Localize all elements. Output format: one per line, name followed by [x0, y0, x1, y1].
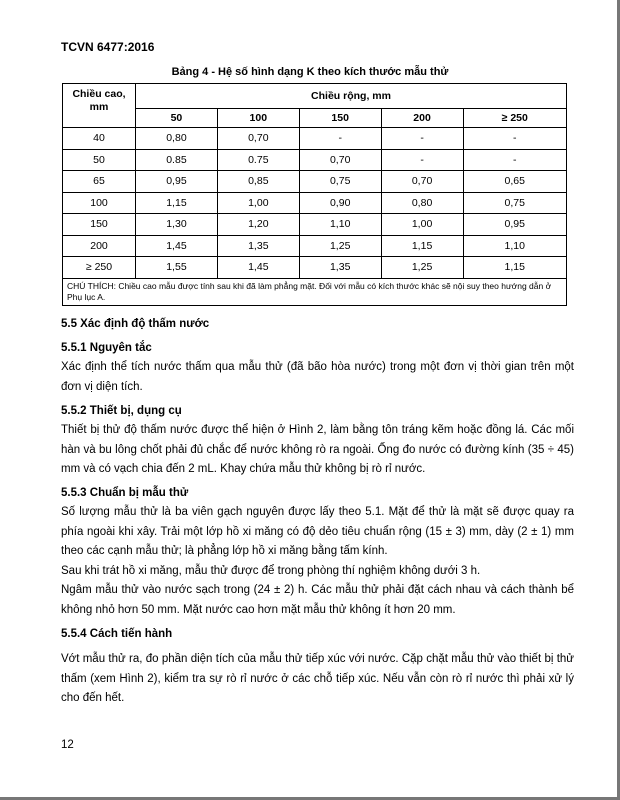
value-cell: 1,00	[381, 214, 463, 236]
section-5-5-1-text: Xác định thể tích nước thấm qua mẫu thử (đã bão hòa nước) trong một đơn vị thời gian trên một đơn vị diện tích.	[61, 361, 574, 393]
table-row	[63, 192, 567, 214]
value-cell: 0,95	[136, 171, 218, 193]
value-cell: 0,75	[299, 171, 381, 193]
value-cell: 1,30	[136, 214, 218, 236]
section-5-5-1-title: 5.5.1 Nguyên tắc	[61, 342, 152, 354]
section-5-5-2-text: Thiết bị thử độ thấm nước được thể hiện ở Hình 2, làm bằng tôn tráng kẽm hoặc đồng lá. Các mối hàn và bu lông chốt phải đủ chắc để nước không rò ra ngoài. Ống đo nước có đường kính (35 ÷ 45) mm và có vạch chia đến 2 mL. Khay chứa mẫu thử không bị rò rỉ nước.	[61, 424, 574, 475]
row-height-cell: 200	[63, 235, 136, 257]
value-cell: -	[381, 128, 463, 150]
value-cell: 1,45	[136, 235, 218, 257]
value-cell: 0,95	[463, 214, 567, 236]
col-header: 50	[136, 109, 218, 128]
value-cell: 1,35	[299, 257, 381, 279]
col-header: 100	[217, 109, 299, 128]
section-5-5-2-title: 5.5.2 Thiết bị, dụng cụ	[61, 405, 182, 417]
table-row	[63, 214, 567, 236]
value-cell: 1,35	[217, 235, 299, 257]
table-title: Bảng 4 - Hệ số hình dạng K theo kích thước mẫu thử	[171, 66, 449, 78]
section-5-5-3-text-1: Số lượng mẫu thử là ba viên gạch nguyên được lấy theo 5.1. Mặt để thử là mặt sẽ được quay ra phía ngoài khi xây. Trải một lớp hồ xi măng có độ dẻo tiêu chuẩn rộng (15 ± 3) mm, dày (2 ± 1) mm theo các cạnh mẫu thử; là phẳng lớp hồ xi măng bằng tấm kính.	[61, 506, 574, 557]
section-5-5-3-text-2: Sau khi trát hồ xi măng, mẫu thử được để trong phòng thí nghiệm không dưới 3 h.	[61, 565, 481, 577]
standard-code: TCVN 6477:2016	[61, 40, 155, 54]
table-note: CHÚ THÍCH: Chiều cao mẫu được tính sau khi đã làm phẳng mặt. Đối với mẫu có kích thước khác sẽ nội suy theo hướng dẫn ở Phụ lục A.	[63, 278, 567, 305]
value-cell: 0.75	[217, 149, 299, 171]
table-row	[63, 235, 567, 257]
section-5-5-3-title: 5.5.3 Chuẩn bị mẫu thử	[61, 487, 189, 499]
table-row	[63, 128, 567, 150]
table-row	[63, 171, 567, 193]
value-cell: 0,90	[299, 192, 381, 214]
value-cell: 0,80	[136, 128, 218, 150]
shape-factor-table	[62, 83, 567, 306]
row-height-cell: 65	[63, 171, 136, 193]
row-height-cell: 40	[63, 128, 136, 150]
section-5-5-4-text: Vớt mẫu thử ra, đo phần diện tích của mẫu thử tiếp xúc với nước. Cặp chặt mẫu thử vào thiết bị thử thấm (xem Hình 2), kiểm tra sự rò rỉ nước ở các chỗ tiếp xúc. Nếu vẫn còn rò rỉ nước thì phải xử lý cho đến hết.	[61, 653, 574, 704]
value-cell: 0.85	[136, 149, 218, 171]
value-cell: 0,70	[299, 149, 381, 171]
table-row	[63, 257, 567, 279]
value-cell: 1,00	[217, 192, 299, 214]
value-cell: -	[463, 128, 567, 150]
col-header: 200	[381, 109, 463, 128]
value-cell: 1,15	[381, 235, 463, 257]
value-cell: 1,25	[381, 257, 463, 279]
value-cell: 0,85	[217, 171, 299, 193]
table-note-row	[63, 278, 567, 305]
value-cell: 1,15	[136, 192, 218, 214]
table-row	[63, 149, 567, 171]
page-number: 12	[61, 739, 74, 751]
value-cell: 1,45	[217, 257, 299, 279]
value-cell: -	[381, 149, 463, 171]
section-5-5-title: 5.5 Xác định độ thấm nước	[61, 318, 210, 330]
col-header: ≥ 250	[463, 109, 567, 128]
col-header: 150	[299, 109, 381, 128]
value-cell: 1,55	[136, 257, 218, 279]
row-height-cell: ≥ 250	[63, 257, 136, 279]
section-5-5-4-title: 5.5.4 Cách tiến hành	[61, 628, 173, 640]
row-header: Chiều cao, mm	[63, 84, 136, 128]
value-cell: 0,75	[463, 192, 567, 214]
value-cell: 1,15	[463, 257, 567, 279]
value-cell: 1,20	[217, 214, 299, 236]
value-cell: -	[299, 128, 381, 150]
value-cell: 1,25	[299, 235, 381, 257]
row-height-cell: 100	[63, 192, 136, 214]
value-cell: -	[463, 149, 567, 171]
value-cell: 0,70	[217, 128, 299, 150]
value-cell: 0,70	[381, 171, 463, 193]
section-5-5-3-text-3: Ngâm mẫu thử vào nước sạch trong (24 ± 2) h. Các mẫu thử phải đặt cách nhau và cách thành bể không nhỏ hơn 50 mm. Mặt nước cao hơn mặt mẫu thử không ít hơn 20 mm.	[61, 584, 574, 616]
row-height-cell: 50	[63, 149, 136, 171]
row-height-cell: 150	[63, 214, 136, 236]
value-cell: 0,80	[381, 192, 463, 214]
value-cell: 1,10	[299, 214, 381, 236]
col-group-header: Chiều rộng, mm	[136, 84, 567, 109]
value-cell: 0,65	[463, 171, 567, 193]
value-cell: 1,10	[463, 235, 567, 257]
